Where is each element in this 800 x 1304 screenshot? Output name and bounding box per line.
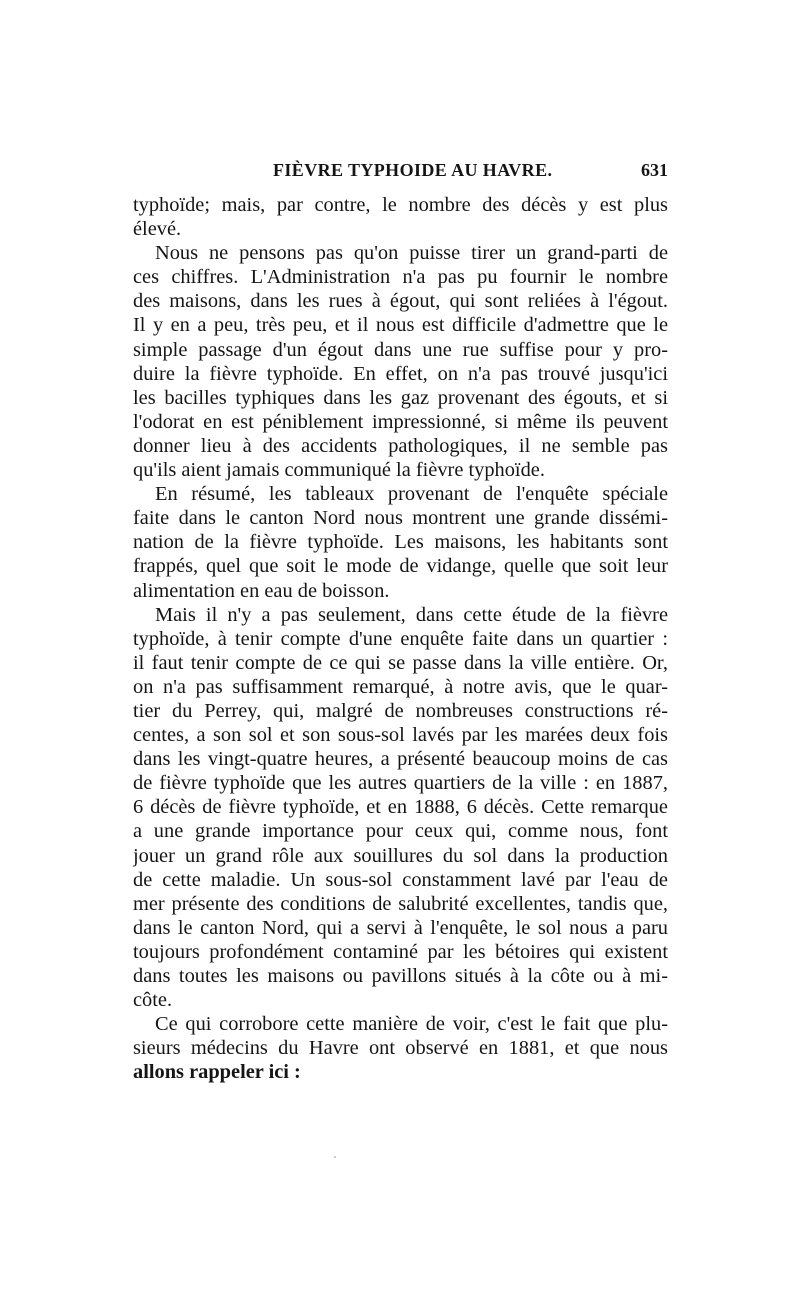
text-line: 6 décès de fièvre typhoïde, et en 1888, 6 décès. Cette remarque: [133, 796, 668, 819]
ink-speck: [334, 1156, 336, 1158]
text-line: l'odorat en est péniblement impressionné, si même ils peuvent: [133, 410, 668, 433]
text-line: simple passage d'un égout dans une rue suffise pour y pro-: [133, 338, 668, 361]
text-line: frappés, quel que soit le mode de vidange, quelle que soit leur: [133, 555, 668, 578]
text-line: dans le canton Nord, qui a servi à l'enquête, le sol nous a paru: [133, 916, 668, 939]
text-line: centes, a son sol et son sous-sol lavés par les marées deux fois: [133, 724, 668, 747]
text-line: de cette maladie. Un sous-sol constamment lavé par l'eau de: [133, 868, 668, 891]
text-line: duire la fièvre typhoïde. En effet, on n'a pas trouvé jusqu'ici: [133, 362, 668, 385]
text-line: toujours profondément contaminé par les bétoires qui existent: [133, 940, 668, 963]
text-line: ces chiffres. L'Administration n'a pas pu fournir le nombre: [133, 266, 668, 289]
text-line: allons rappeler ici :: [133, 1061, 301, 1084]
text-line: dans toutes les maisons ou pavillons situés à la côte ou à mi-: [133, 965, 668, 987]
page-number: 631: [641, 160, 668, 180]
text-line: élevé.: [133, 218, 182, 241]
text-line: Mais il n'y a pas seulement, dans cette étude de la fièvre: [155, 603, 668, 626]
text-line: Il y en a peu, très peu, et il nous est difficile d'admettre que le: [133, 314, 668, 337]
text-line: Ce qui corrobore cette manière de voir, c'est le fait que plu-: [155, 1013, 668, 1036]
text-line: faite dans le canton Nord nous montrent une grande dissémi-: [133, 507, 668, 530]
text-line: donner lieu à des accidents pathologiques, il ne semble pas: [133, 434, 668, 457]
text-line: mer présente des conditions de salubrité excellentes, tandis que,: [133, 892, 668, 915]
paragraph: [133, 482, 668, 602]
paragraph: [133, 241, 668, 482]
body-text: [133, 193, 668, 1084]
paragraph: [133, 603, 668, 1013]
text-line: côte.: [133, 989, 173, 1012]
text-line: sieurs médecins du Havre ont observé en 1881, et que nous: [133, 1037, 668, 1060]
text-line: typhoïde; mais, par contre, le nombre des décès y est plus: [133, 194, 668, 216]
text-line: tier du Perrey, qui, malgré de nombreuses constructions ré-: [133, 699, 668, 722]
text-line: des maisons, dans les rues à égout, qui sont reliées à l'égout.: [133, 290, 668, 313]
text-line: dans les vingt-quatre heures, a présenté beaucoup moins de cas: [133, 748, 668, 771]
paragraph: [133, 193, 668, 241]
running-title: FIÈVRE TYPHOIDE AU HAVRE.: [273, 160, 553, 180]
text-line: alimentation en eau de boisson.: [133, 579, 390, 602]
text-line: a une grande importance pour ceux qui, comme nous, font: [133, 820, 668, 843]
text-line: Nous ne pensons pas qu'on puisse tirer un grand-parti de: [155, 242, 668, 265]
paragraph: [133, 1012, 668, 1084]
text-line: nation de la fièvre typhoïde. Les maisons, les habitants sont: [133, 531, 668, 554]
text-line: typhoïde, à tenir compte d'une enquête faite dans un quartier :: [133, 627, 668, 650]
text-line: de fièvre typhoïde que les autres quartiers de la ville : en 1887,: [133, 772, 668, 795]
text-line: on n'a pas suffisamment remarqué, à notre avis, que le quar-: [133, 675, 668, 698]
text-line: qu'ils aient jamais communiqué la fièvre typhoïde.: [133, 459, 545, 482]
text-line: jouer un grand rôle aux souillures du sol dans la production: [133, 844, 668, 867]
text-line: les bacilles typhiques dans les gaz provenant des égouts, et si: [133, 386, 668, 409]
text-line: En résumé, les tableaux provenant de l'enquête spéciale: [155, 483, 668, 506]
running-header: [133, 160, 668, 190]
text-line: il faut tenir compte de ce qui se passe dans la ville entière. Or,: [133, 651, 668, 674]
